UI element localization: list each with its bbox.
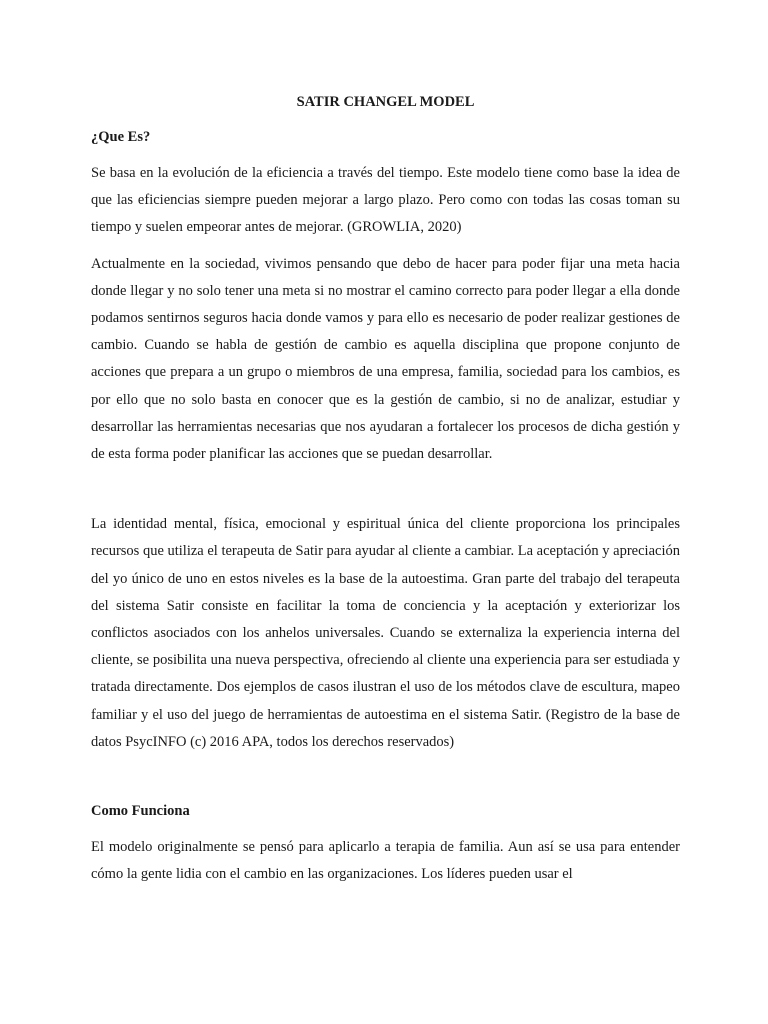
paragraph-spacer <box>91 477 680 511</box>
paragraph-how-it-works: El modelo originalmente se pensó para aplicarlo a terapia de familia. Aun así se usa para entender cómo la gente lidia con el cambio en las organizaciones. Los líderes pueden usar el <box>91 839 680 883</box>
section-heading-como-funciona: Como Funciona <box>91 803 190 820</box>
paragraph-definition: Se basa en la evolución de la eficiencia a través del tiempo. Este modelo tiene como base la idea de que las eficiencias siempre pueden mejorar a largo plazo. Pero como con todas las cosas toman su tiempo y suelen empeorar antes de mejorar. (GROWLIA, 2020) <box>91 165 680 236</box>
paragraph-society: Actualmente en la sociedad, vivimos pensando que debo de hacer para poder fijar una meta hacia donde llegar y no solo tener una meta si no mostrar el camino correcto para poder llegar a ella donde podamos sentirnos seguros hacia donde vamos y para ello es necesario de poder realizar gestiones de cambio. Cuando se habla de gestión de cambio es aquella disciplina que propone conjunto de acciones que prepara a un grupo o miembros de una empresa, familia, sociedad para los cambios, es por ello que no solo basta en conocer que es la gestión de cambio, si no de analizar, estudiar y desarrollar las herramientas necesarias que nos ayudaran a fortalecer los procesos de dicha gestión y de esta forma poder planificar las acciones que se puedan desarrollar. <box>91 255 680 463</box>
document-title: SATIR CHANGEL MODEL <box>296 94 475 110</box>
document-body <box>91 89 680 897</box>
paragraph-identity: La identidad mental, física, emocional y espiritual única del cliente proporciona los principales recursos que utiliza el terapeuta de Satir para ayudar al cliente a cambiar. La aceptación y apreciación del yo único de uno en estos niveles es la base de la autoestima. Gran parte del trabajo del terapeuta del sistema Satir consiste en facilitar la toma de conciencia y la aceptación y exteriorizar los conflictos asociados con los anhelos universales. Cuando se externaliza la experiencia interna del cliente, se posibilita una nueva perspectiva, ofreciendo al cliente una experiencia para ser estudiada y tratada directamente. Dos ejemplos de casos ilustran el uso de los métodos clave de escultura, mapeo familiar y el uso del juego de herramientas de autoestima en el sistema Satir. (Registro de la base de datos PsycINFO (c) 2016 APA, todos los derechos reservados) <box>91 516 680 750</box>
paragraph-spacer <box>91 765 680 798</box>
section-heading-que-es: ¿Que Es? <box>91 129 151 145</box>
